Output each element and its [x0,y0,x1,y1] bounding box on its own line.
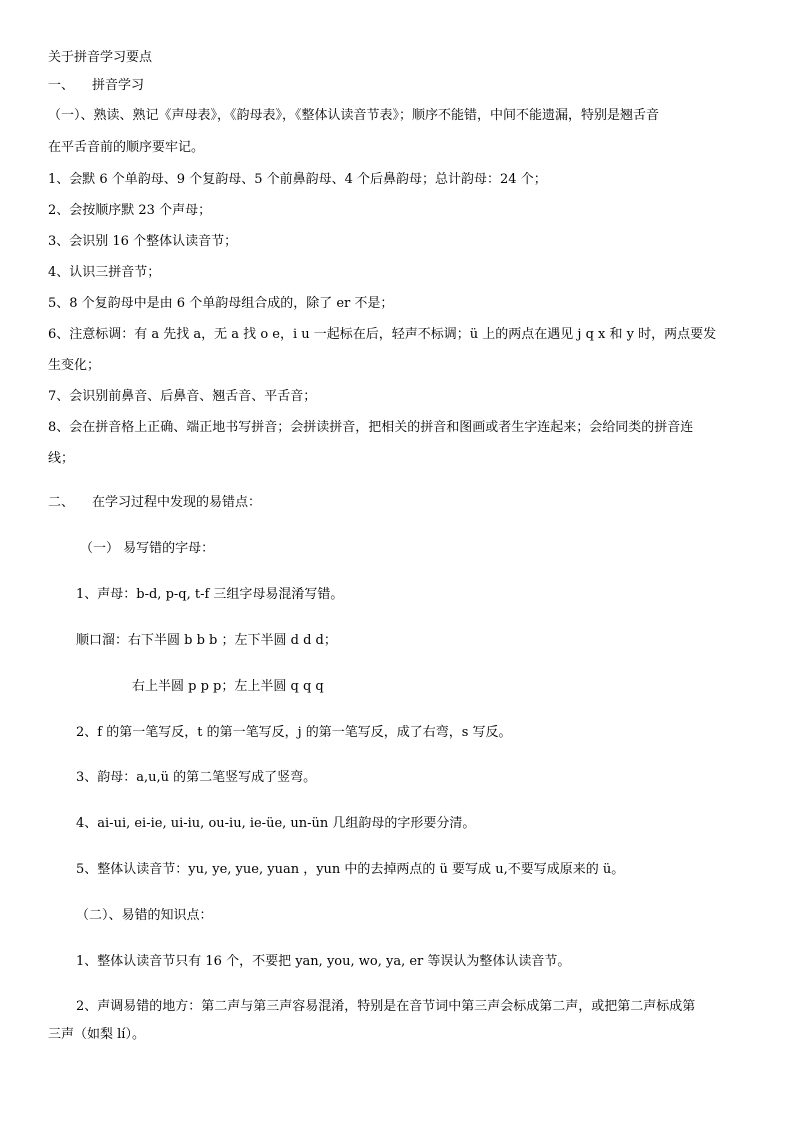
section-1-intro-line-2: 在平舌音前的顺序要牢记。 [48,140,205,155]
section-1-item-8-line-1: 8、会在拼音格上正确、端正地书写拼音；会拼读拼音，把相关的拼音和图画或者生字连起来；会给同类的拼音连 [48,420,694,435]
section-2-item-4: 4、ai-ui, ei-ie, ui-iu, ou-iu, ie-üe, un-ün 几组韵母的字形要分清。 [76,816,476,831]
section-1-title: 拼音学习 [92,78,145,93]
mnemonic-line-2: 右上半圆 p p p；左上半圆 q q q [132,679,324,694]
knowledge-item-2-line-2: 三声（如梨 lí）。 [48,1027,145,1042]
section-1-item-6-line-1: 6、注意标调：有 a 先找 a，无 a 找 o e，i u 一起标在后，轻声不标调；ü 上的两点在遇见 j q x 和 y 时，两点要发 [48,327,717,342]
section-2-item-5: 5、整体认读音节：yu, ye, yue, yuan ，yun 中的去掉两点的 ü 要写成 u,不要写成原来的 ü。 [76,862,625,877]
document-title: 关于拼音学习要点 [48,50,153,65]
section-1-item-5: 5、8 个复韵母中是由 6 个单韵母组合成的，除了 er 不是； [48,296,394,311]
section-1-intro-line-1: （一）、熟读、熟记《声母表》，《韵母表》，《整体认读音节表》；顺序不能错，中间不能遗漏，特别是翘舌音 [48,108,660,123]
section-2-heading [48,495,754,511]
section-1-item-2: 2、会按顺序默 23 个声母； [48,203,212,218]
mnemonic-line-1: 顺口溜：右下半圆 b b b ；左下半圆 d d d； [76,633,337,648]
section-2-item-2: 2、f 的第一笔写反，t 的第一笔写反，j 的第一笔写反，成了右弯，s 写反。 [76,725,512,740]
section-2-sub-1-heading: （一） 易写错的字母： [80,541,215,556]
section-1-heading [48,78,754,94]
section-2-sub-2-heading: （二）、易错的知识点： [76,908,213,923]
section-1-item-8-line-2: 线； [48,451,75,466]
section-1-item-1: 1、会默 6 个单韵母、9 个复韵母、5 个前鼻韵母、4 个后鼻韵母；总计韵母：24 个； [48,172,547,187]
section-1-item-6-line-2: 生变化； [48,358,101,373]
section-2-title: 在学习过程中发现的易错点： [92,495,262,510]
section-1-item-3: 3、会识别 16 个整体认读音节； [48,234,238,249]
section-1-item-4: 4、认识三拼音节； [48,265,161,280]
knowledge-item-2-line-1: 2、声调易错的地方：第二声与第三声容易混淆，特别是在音节词中第三声会标成第二声，或把第二声标成第 [76,999,696,1014]
section-2-item-3: 3、韵母：a,u,ü 的第二笔竖写成了竖弯。 [76,770,317,785]
section-1-item-7: 7、会识别前鼻音、后鼻音、翘舌音、平舌音； [48,389,317,404]
section-2-number: 二、 [48,495,75,510]
section-2-item-1: 1、声母：b-d, p-q, t-f 三组字母易混淆写错。 [76,587,344,602]
section-1-number: 一、 [48,78,75,93]
knowledge-item-1: 1、整体认读音节只有 16 个，不要把 yan, you, wo, ya, er 等误认为整体认读音节。 [76,954,571,969]
